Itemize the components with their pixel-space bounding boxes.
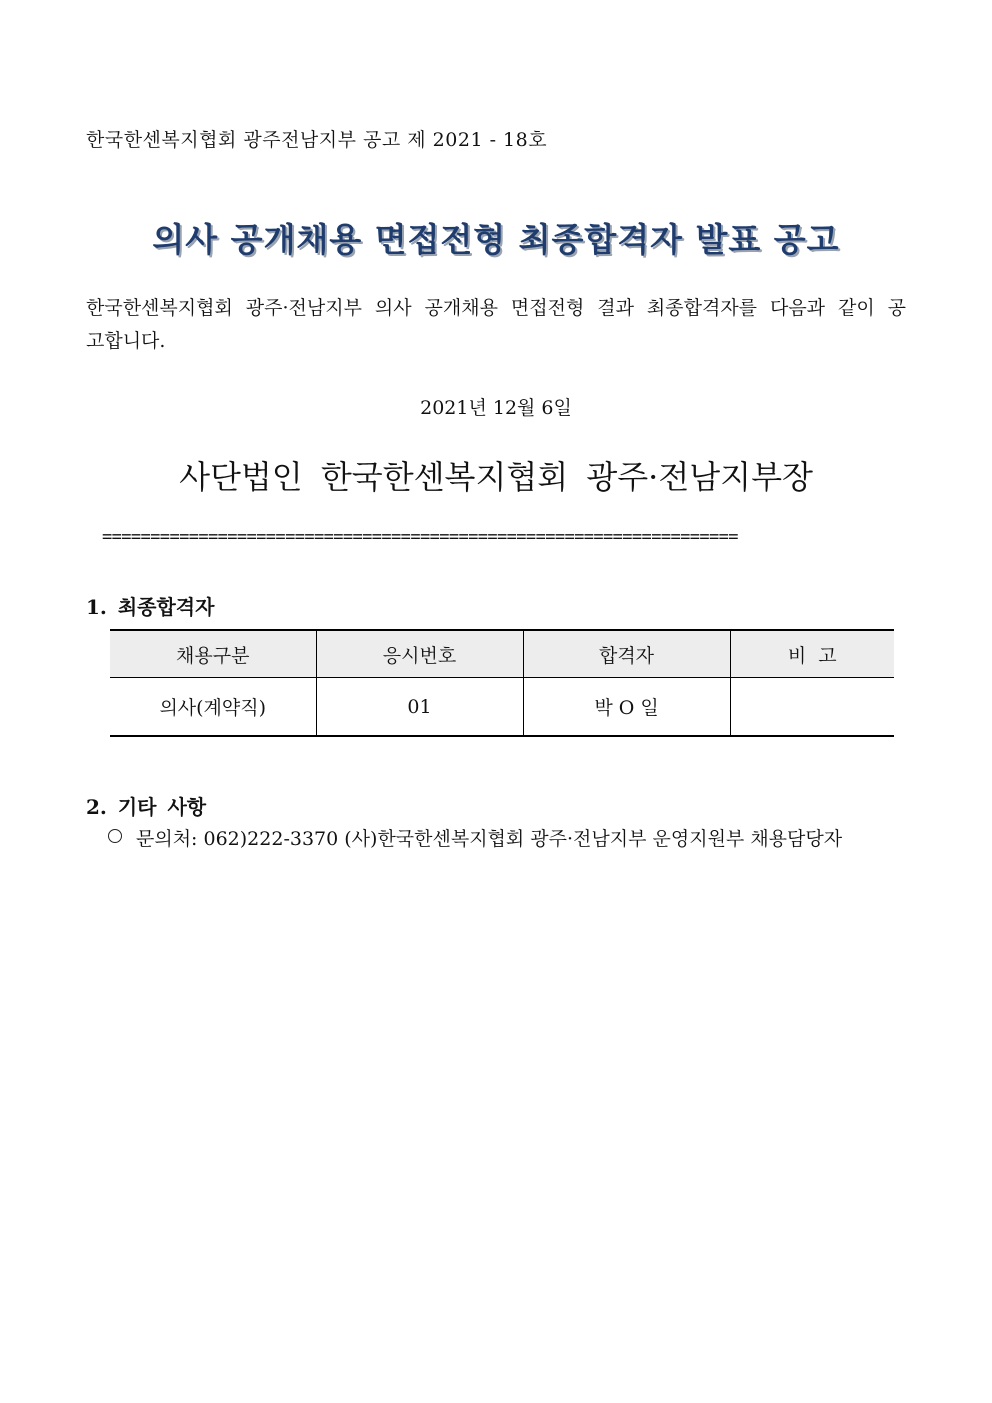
column-header: 합격자 xyxy=(523,630,730,678)
organization-signature: 사단법인 한국한센복지협회 광주·전남지부장 xyxy=(179,458,813,496)
table-cell: 01 xyxy=(316,678,523,737)
intro-paragraph: 한국한센복지협회 광주·전남지부 의사 공개채용 면접전형 결과 최종합격자를 다음과 같이 공고합니다. xyxy=(86,297,906,352)
section-heading-final-winners: 1. 최종합격자 xyxy=(86,595,215,619)
contact-text: 문의처: 062)222-3370 (사)한국한센복지협회 광주·전남지부 운영지원부 채용담당자 xyxy=(136,828,843,850)
table-cell xyxy=(730,678,894,737)
divider-line: ================================================================== xyxy=(102,527,738,547)
announcement-date: 2021년 12월 6일 xyxy=(420,397,572,419)
table-header-row xyxy=(110,630,894,678)
bullet-circle-icon xyxy=(108,829,122,843)
page-title: 의사 공개채용 면접전형 최종합격자 발표 공고 xyxy=(152,220,840,259)
table-row xyxy=(110,678,894,737)
column-header: 비 고 xyxy=(730,630,894,678)
contact-line xyxy=(108,824,842,851)
section-heading-other-matters: 2. 기타 사항 xyxy=(86,795,207,819)
winners-table xyxy=(110,629,894,737)
notice-number: 한국한센복지협회 광주전남지부 공고 제 2021 - 18호 xyxy=(86,129,548,151)
column-header: 응시번호 xyxy=(316,630,523,678)
table-cell: 의사(계약직) xyxy=(110,678,316,737)
table-cell: 박 O 일 xyxy=(523,678,730,737)
column-header: 채용구분 xyxy=(110,630,316,678)
